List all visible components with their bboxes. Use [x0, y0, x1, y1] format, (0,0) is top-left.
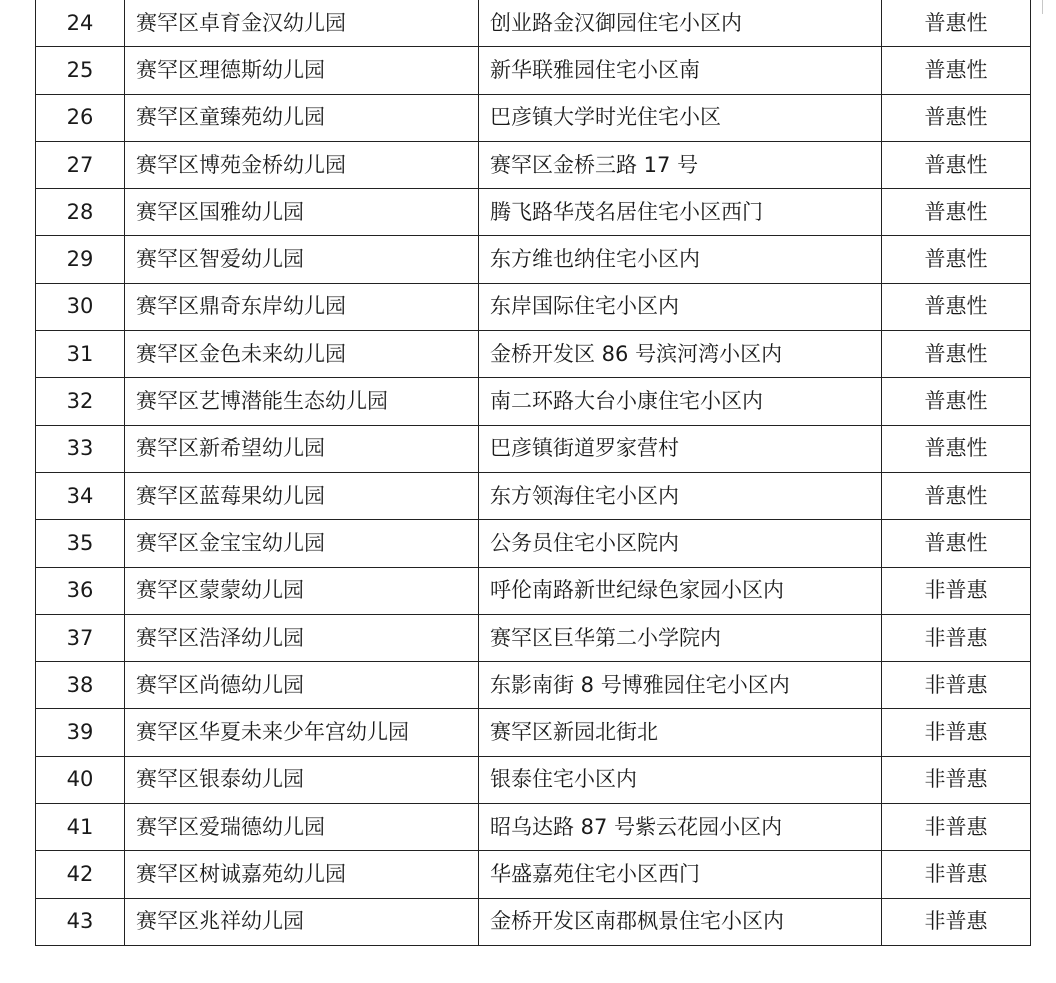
kindergarten-name: 赛罕区蒙蒙幼儿园 [125, 567, 479, 614]
table-row [36, 756, 1031, 803]
kindergarten-type: 普惠性 [882, 47, 1031, 94]
row-number: 43 [36, 898, 125, 945]
kindergarten-address: 东岸国际住宅小区内 [479, 283, 882, 330]
kindergarten-address: 银泰住宅小区内 [479, 756, 882, 803]
kindergarten-name: 赛罕区新希望幼儿园 [125, 425, 479, 472]
kindergarten-name: 赛罕区童臻苑幼儿园 [125, 94, 479, 141]
kindergarten-name: 赛罕区鼎奇东岸幼儿园 [125, 283, 479, 330]
kindergarten-name: 赛罕区金色未来幼儿园 [125, 331, 479, 378]
kindergarten-address: 呼伦南路新世纪绿色家园小区内 [479, 567, 882, 614]
kindergarten-type: 非普惠 [882, 898, 1031, 945]
kindergarten-type: 普惠性 [882, 189, 1031, 236]
row-number: 39 [36, 709, 125, 756]
kindergarten-name: 赛罕区银泰幼儿园 [125, 756, 479, 803]
kindergarten-name: 赛罕区国雅幼儿园 [125, 189, 479, 236]
kindergarten-type: 非普惠 [882, 614, 1031, 661]
kindergarten-address: 东方领海住宅小区内 [479, 472, 882, 519]
row-number: 29 [36, 236, 125, 283]
table-row [36, 520, 1031, 567]
kindergarten-type: 非普惠 [882, 851, 1031, 898]
row-number: 41 [36, 804, 125, 851]
table-row [36, 0, 1031, 47]
kindergarten-type: 非普惠 [882, 756, 1031, 803]
kindergarten-type: 非普惠 [882, 709, 1031, 756]
table-row [36, 898, 1031, 945]
kindergarten-type: 普惠性 [882, 141, 1031, 188]
kindergarten-type: 普惠性 [882, 283, 1031, 330]
kindergarten-address: 昭乌达路 87 号紫云花园小区内 [479, 804, 882, 851]
kindergarten-name: 赛罕区理德斯幼儿园 [125, 47, 479, 94]
kindergarten-name: 赛罕区兆祥幼儿园 [125, 898, 479, 945]
kindergarten-type: 非普惠 [882, 662, 1031, 709]
table-row [36, 236, 1031, 283]
table-row [36, 851, 1031, 898]
table-row [36, 94, 1031, 141]
row-number: 31 [36, 331, 125, 378]
kindergarten-type: 普惠性 [882, 425, 1031, 472]
table-row [36, 331, 1031, 378]
kindergarten-name: 赛罕区艺博潜能生态幼儿园 [125, 378, 479, 425]
row-number: 40 [36, 756, 125, 803]
row-number: 42 [36, 851, 125, 898]
page-edge-divider [1042, 0, 1043, 14]
table-row [36, 662, 1031, 709]
kindergarten-type: 普惠性 [882, 331, 1031, 378]
row-number: 34 [36, 472, 125, 519]
table-row [36, 614, 1031, 661]
table-row [36, 47, 1031, 94]
row-number: 30 [36, 283, 125, 330]
row-number: 37 [36, 614, 125, 661]
kindergarten-name: 赛罕区蓝莓果幼儿园 [125, 472, 479, 519]
kindergarten-address: 赛罕区金桥三路 17 号 [479, 141, 882, 188]
kindergarten-name: 赛罕区卓育金汉幼儿园 [125, 0, 479, 47]
kindergarten-name: 赛罕区博苑金桥幼儿园 [125, 141, 479, 188]
kindergarten-type: 普惠性 [882, 378, 1031, 425]
kindergarten-address: 腾飞路华茂名居住宅小区西门 [479, 189, 882, 236]
kindergarten-address: 新华联雅园住宅小区南 [479, 47, 882, 94]
kindergarten-address: 创业路金汉御园住宅小区内 [479, 0, 882, 47]
table-row [36, 425, 1031, 472]
kindergarten-name: 赛罕区华夏未来少年宫幼儿园 [125, 709, 479, 756]
kindergarten-address: 东影南街 8 号博雅园住宅小区内 [479, 662, 882, 709]
kindergarten-type: 普惠性 [882, 236, 1031, 283]
kindergarten-name: 赛罕区智爱幼儿园 [125, 236, 479, 283]
row-number: 36 [36, 567, 125, 614]
row-number: 35 [36, 520, 125, 567]
kindergarten-address: 南二环路大台小康住宅小区内 [479, 378, 882, 425]
table-row [36, 472, 1031, 519]
kindergarten-type: 普惠性 [882, 0, 1031, 47]
kindergarten-address: 金桥开发区南郡枫景住宅小区内 [479, 898, 882, 945]
kindergarten-address: 公务员住宅小区院内 [479, 520, 882, 567]
kindergarten-address: 华盛嘉苑住宅小区西门 [479, 851, 882, 898]
row-number: 38 [36, 662, 125, 709]
kindergarten-type: 非普惠 [882, 567, 1031, 614]
row-number: 28 [36, 189, 125, 236]
table-row [36, 709, 1031, 756]
kindergarten-type: 普惠性 [882, 520, 1031, 567]
kindergarten-table [35, 0, 1031, 946]
table-row [36, 567, 1031, 614]
table-row [36, 804, 1031, 851]
table-row [36, 283, 1031, 330]
table-row [36, 189, 1031, 236]
kindergarten-type: 非普惠 [882, 804, 1031, 851]
row-number: 27 [36, 141, 125, 188]
row-number: 33 [36, 425, 125, 472]
kindergarten-name: 赛罕区浩泽幼儿园 [125, 614, 479, 661]
kindergarten-name: 赛罕区树诚嘉苑幼儿园 [125, 851, 479, 898]
kindergarten-type: 普惠性 [882, 94, 1031, 141]
kindergarten-name: 赛罕区金宝宝幼儿园 [125, 520, 479, 567]
row-number: 25 [36, 47, 125, 94]
kindergarten-name: 赛罕区尚德幼儿园 [125, 662, 479, 709]
row-number: 32 [36, 378, 125, 425]
kindergarten-address: 赛罕区巨华第二小学院内 [479, 614, 882, 661]
row-number: 24 [36, 0, 125, 47]
kindergarten-address: 巴彦镇街道罗家营村 [479, 425, 882, 472]
table-row [36, 378, 1031, 425]
kindergarten-address: 金桥开发区 86 号滨河湾小区内 [479, 331, 882, 378]
kindergarten-name: 赛罕区爱瑞德幼儿园 [125, 804, 479, 851]
kindergarten-type: 普惠性 [882, 472, 1031, 519]
kindergarten-address: 赛罕区新园北街北 [479, 709, 882, 756]
kindergarten-address: 巴彦镇大学时光住宅小区 [479, 94, 882, 141]
kindergarten-address: 东方维也纳住宅小区内 [479, 236, 882, 283]
row-number: 26 [36, 94, 125, 141]
table-row [36, 141, 1031, 188]
